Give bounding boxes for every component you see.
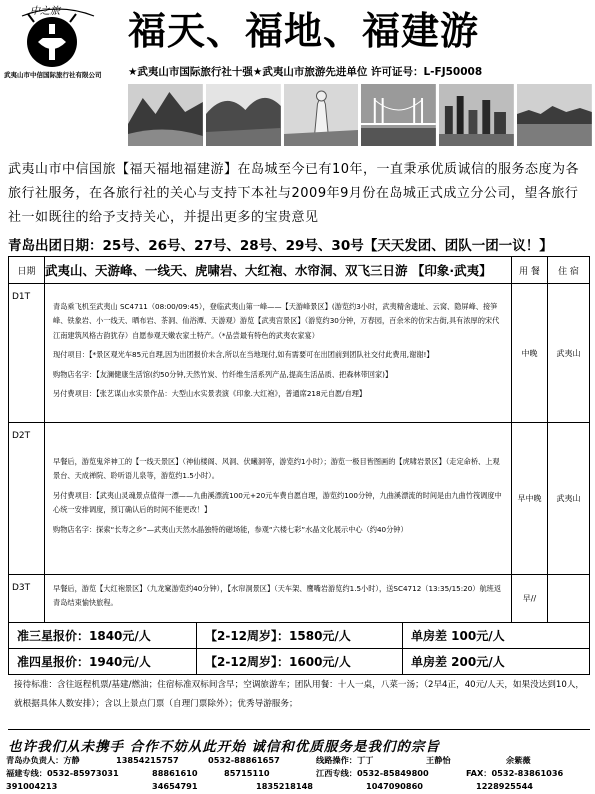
logo-company-name: 武夷山市中信国际旅行社有限公司: [4, 71, 102, 79]
contact-row: [6, 780, 592, 793]
price-row: [9, 649, 590, 675]
day-meal: 早中晚: [512, 423, 548, 575]
stay-column-header: 住 宿: [548, 257, 590, 284]
contact-row: [6, 754, 592, 767]
contact-row: [6, 767, 592, 780]
headline: 福天、福地、福建游: [128, 8, 480, 53]
coast-city-photo: [517, 84, 592, 146]
bridge-photo: [361, 84, 436, 146]
price-table: [8, 622, 590, 675]
price-row: [9, 623, 590, 649]
contact-cell: 青岛办负责人：方静: [6, 755, 80, 765]
contact-block: [6, 754, 592, 793]
slogan: 也许我们从未携手 合作不妨从此开始 诚信和优质服务是我们的宗旨: [8, 739, 440, 755]
contact-cell: 1228925544: [476, 781, 533, 791]
day-stay: [548, 575, 590, 623]
itinerary-header-row: [9, 257, 590, 284]
contact-cell: 88861610: [152, 768, 198, 778]
contact-cell: 34654791: [152, 781, 198, 791]
contact-cell: 1047090860: [366, 781, 423, 791]
route-title: 武夷山、天游峰、一线天、虎啸岩、大红袍、水帘洞、双飞三日游 【印象·武夷】: [45, 257, 512, 284]
day-line: 购物店名字：探索“长寿之乡”—武夷山天然水晶独特的磁场能，参观“六楼七彩”水晶文化展示中心（约40分钟）: [53, 524, 408, 534]
day-line: 现付项目：【*景区观光车85元自理,因为出团报价未含,所以在当地现付,如有需要可在出团前到团队社交付此费用,谢谢!】: [53, 350, 434, 359]
day-label: D1T: [9, 284, 45, 423]
itinerary-day-row: [9, 284, 590, 423]
service-terms: 接待标准：含往返程机票/基建/燃油；住宿标准双标间含早；空调旅游车；团队用餐：十人一桌，八菜一汤；（2早4正，40元/人天，如果没达到10人，就根据具体人数安排）；含以上景点门票（自理门票除外）；优秀导游服务；: [14, 680, 585, 709]
day-line: 另付费项目：【张艺谋山水实景作品：大型山水实景表演《印象.大红袍》，普通席218元自愿/自理】: [53, 389, 367, 398]
day-line: 购物店名字：【友澜健康生活馆(约50分钟,天然竹炭、竹纤维生活系列产品,提高生活品质、把森林带回家)】: [53, 369, 393, 379]
day-stay: 武夷山: [548, 423, 590, 575]
contact-cell: 13854215757: [116, 755, 179, 765]
contact-cell: 王静怡: [426, 755, 451, 765]
day-label: D3T: [9, 575, 45, 623]
city-skyline-photo: [439, 84, 514, 146]
meal-column-header: 用 餐: [512, 257, 548, 284]
departure-dates: 青岛出团日期：25号、26号、27号、28号、29号、30号【天天发团、团队一团一议！】: [8, 238, 553, 254]
contact-cell: 余紫薇: [506, 755, 531, 765]
itinerary-day-row: [9, 423, 590, 575]
single-supplement: 单房差 100元/人: [403, 623, 590, 649]
day-line: 另付费项目：【武夷山灵魂景点值得一漂——九曲溪漂流100元+20元车费自愿自理，游览约100分钟，九曲溪漂流的时间是由九曲竹筏调度中心统一安排调度，预订确认后的时间不能更改！】: [53, 490, 502, 515]
day-description: [45, 575, 512, 623]
divider: [8, 729, 590, 730]
logo-top-text: 中之旅: [30, 6, 60, 17]
day-label: D2T: [9, 423, 45, 575]
adult-price: 准三星报价：1840元/人: [9, 623, 197, 649]
contact-cell: 391004213: [6, 781, 58, 791]
single-supplement: 单房差 200元/人: [403, 649, 590, 675]
contact-cell: 1835218148: [256, 781, 313, 791]
adult-price: 准四星报价：1940元/人: [9, 649, 197, 675]
day-line: 早餐后，游览鬼斧神工的【一线天景区】（神仙楼阁、风洞、伏曦洞等，游览约1小时）；游览一极目皆图画的【虎啸岩景区】（走定命桥、上观景台、天成禅院、聆听语儿泉等，游览约1.5小时）。: [53, 456, 500, 481]
day-description: [45, 423, 512, 575]
itinerary-day-row: [9, 575, 590, 623]
contact-cell: 线路操作：丁丁: [316, 755, 374, 765]
date-column-header: 日期: [9, 257, 45, 284]
day-meal: 中晚: [512, 284, 548, 423]
contact-cell: 江西专线：0532-85849800: [316, 768, 429, 778]
statue-photo: [284, 84, 359, 146]
hills-photo: [206, 84, 281, 146]
contact-cell: 0532-88861657: [208, 755, 280, 765]
day-line: 青岛乘飞机至武夷山 SC4711（08:00/09:45），登临武夷山第一峰——【天游峰景区】(游览约3小时，武夷精舍遗址、云窝、隐屏峰、接笋峰、铁象岩、小一线天、晒布岩、茶洞、仙浴潭、天游观）游览【武夷宫景区】（游览约30分钟，万春园，百余米的仿宋古街,具有浓厚的宋代江南建筑风格古韵犹存）自愿参观天嫩农家土特产。（*品尝最有特色的武夷农家宴）: [53, 301, 500, 340]
contact-cell: 85715110: [224, 768, 270, 778]
day-meal: 早//: [512, 575, 548, 623]
child-price: 【2-12周岁】：1580元/人: [197, 623, 403, 649]
mountain-river-photo: [128, 84, 203, 146]
itinerary-table: [8, 256, 590, 623]
contact-cell: 福建专线：0532-85973031: [6, 768, 119, 778]
intro-paragraph: 武夷山市中信国旅【福天福地福建游】在岛城至今已有10年，一直秉承优质诚信的服务态度为各旅行社服务，在各旅行社的关心与支持下本社与2009年9月份在岛城正式成立分公司，望各旅行社一如既往的给予支持关心，并提出更多的宝贵意见: [8, 162, 580, 225]
child-price: 【2-12周岁】：1600元/人: [197, 649, 403, 675]
scenery-photo-strip: [128, 84, 592, 146]
day-line: 早餐后，游览【大红袍景区】（九龙窠游览约40分钟），【水帘洞景区】（天车架、鹰嘴岩游览约1.5小时），送SC4712（13:35/15:20）航班返青岛结束愉快旅程。: [53, 583, 502, 607]
license-subtitle: ★武夷山市国际旅行社十强★武夷山市旅游先进单位 许可证号：L-FJ50008: [128, 66, 483, 78]
day-stay: 武夷山: [548, 284, 590, 423]
contact-cell: FAX：0532-83861036: [466, 768, 564, 778]
day-description: [45, 284, 512, 423]
